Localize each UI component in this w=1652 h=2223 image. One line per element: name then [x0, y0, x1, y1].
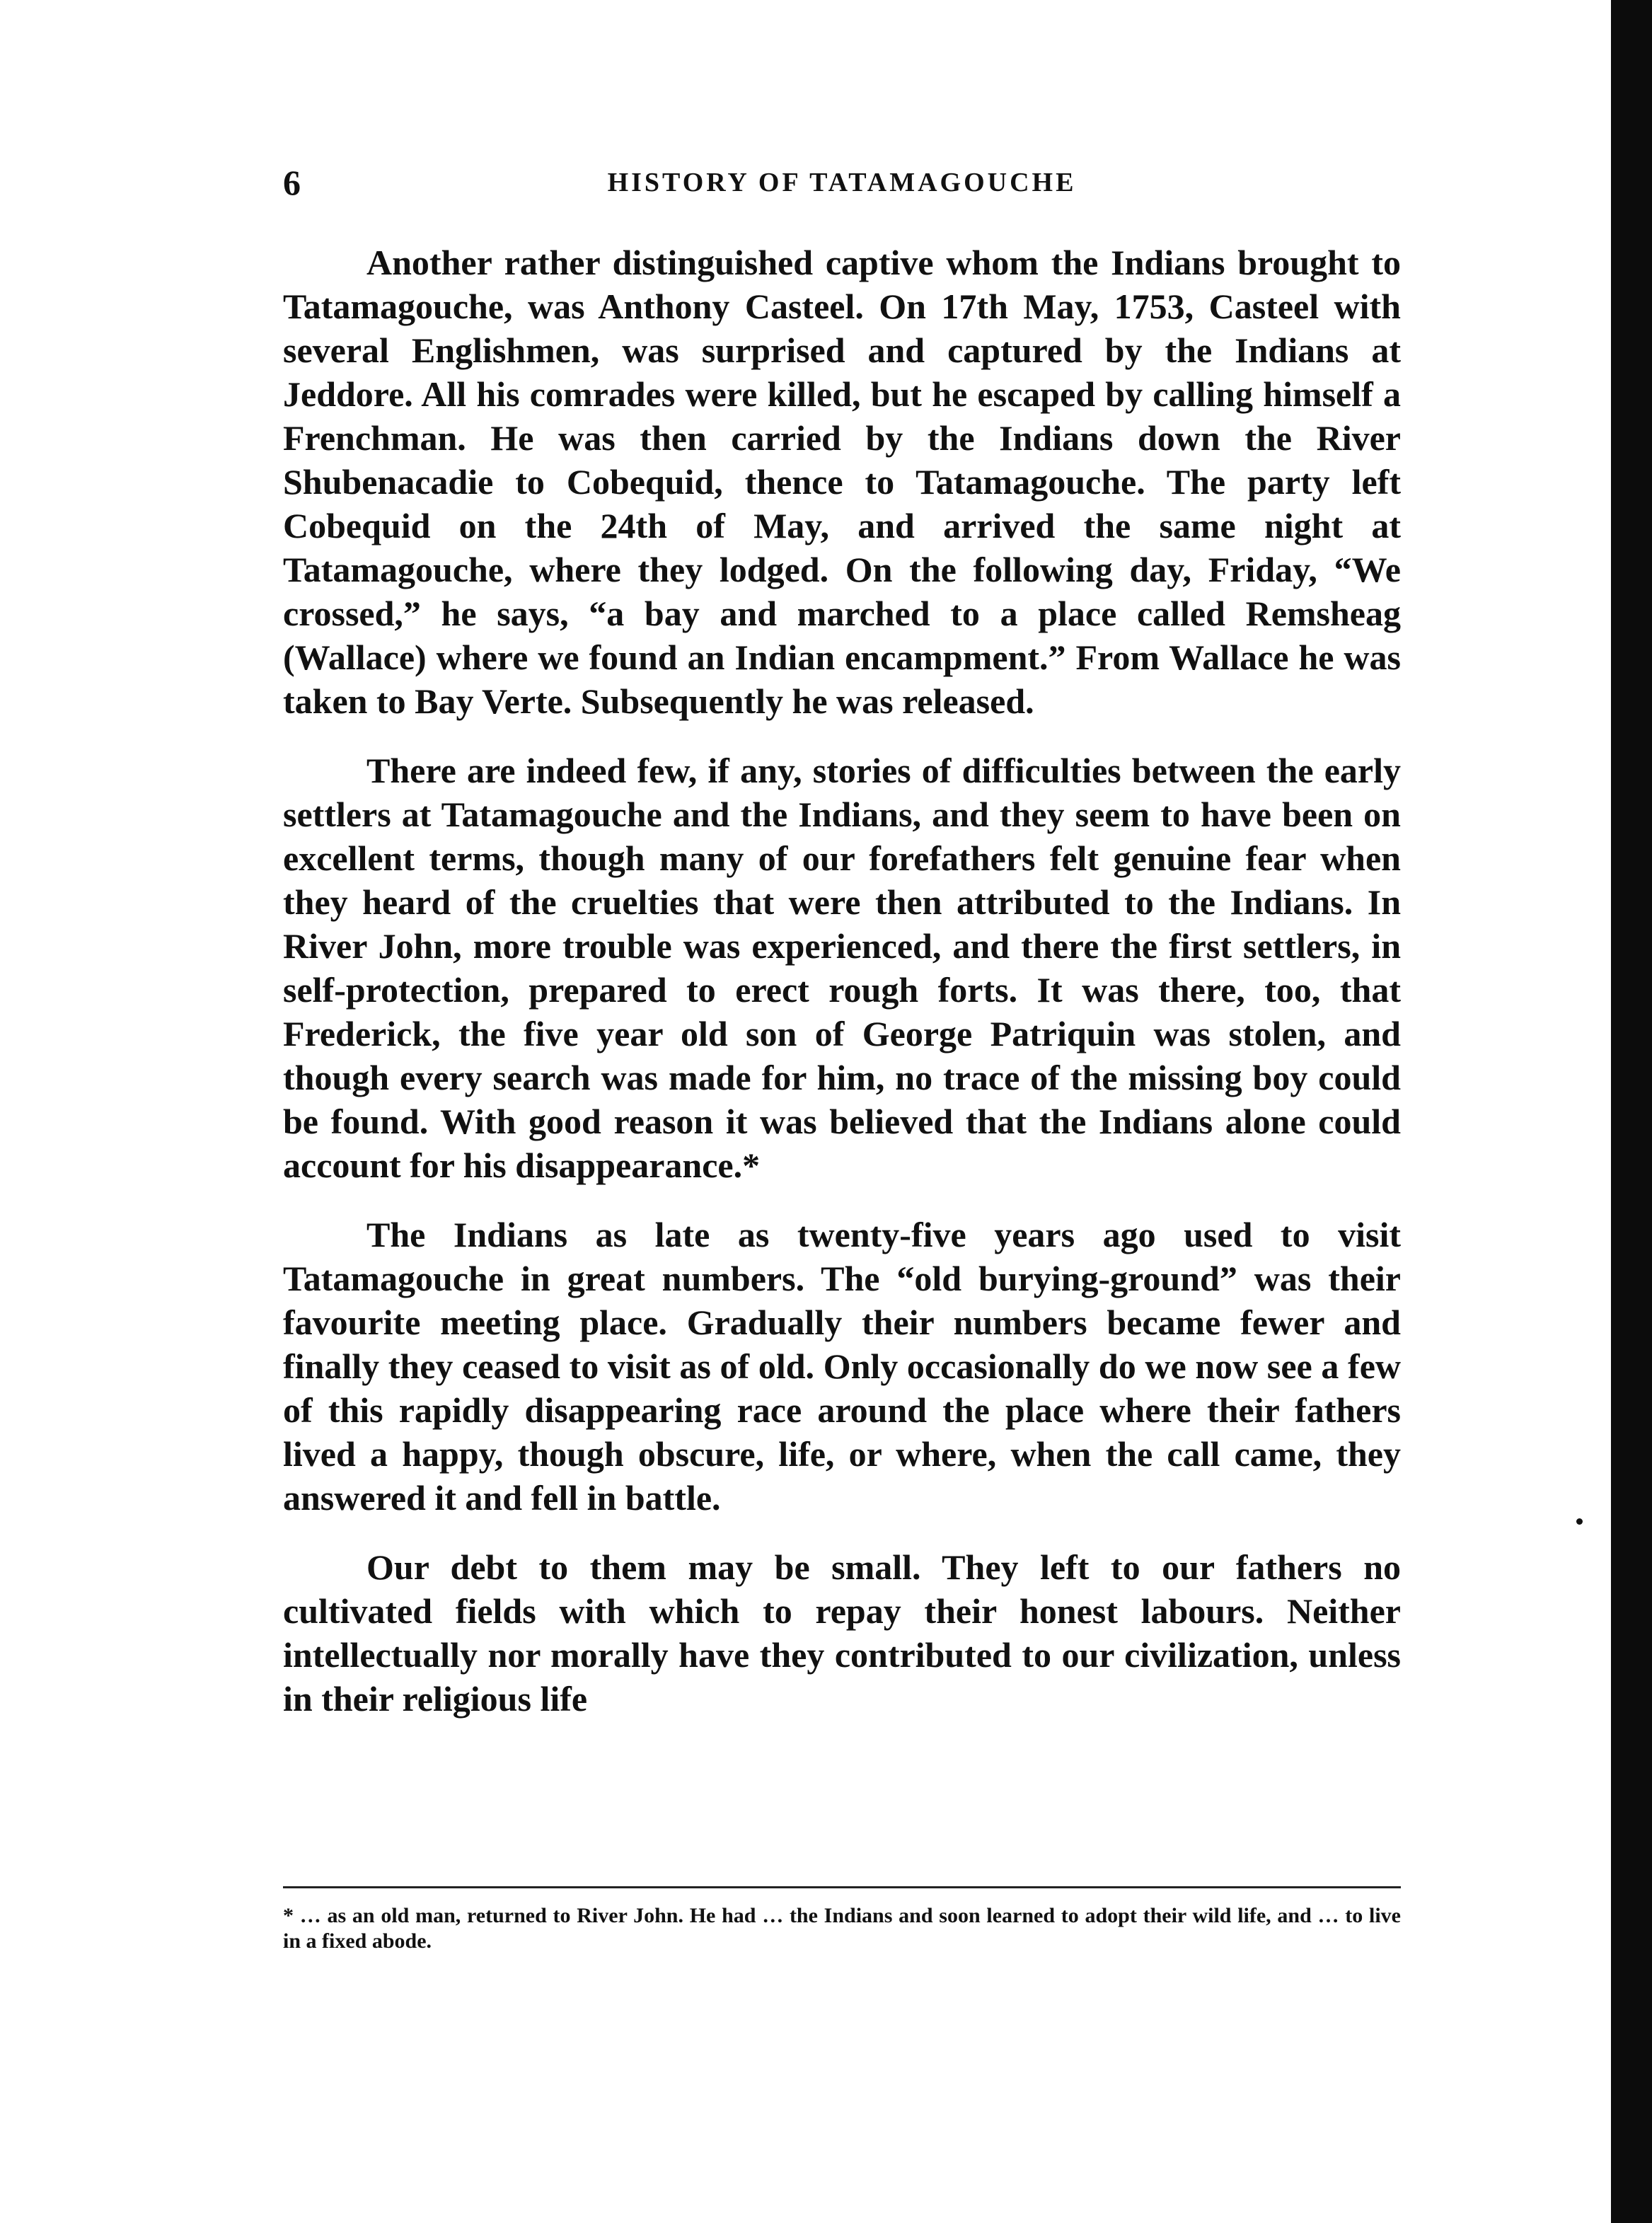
running-title: HISTORY OF TATAMAGOUCHE [607, 168, 1077, 197]
paragraph-visits: The Indians as late as twenty-five years ago used to visit Tatamagouche in great numbers. The “old burying-ground” was their favourite meeting place. Gradually their numbers became fewer and finally they ceased to visit as of old. Only occasionally do we now see a few of this rapidly disappearing race around the place where their fathers lived a happy, though obscure, life, or where, when the call came, they answered it and fell in battle. [283, 1215, 1401, 1518]
page-number: 6 [283, 163, 301, 202]
paragraph-casteel: Another rather distinguished captive whom the Indians brought to Tatamagouche, was Anthony Casteel. On 17th May, 1753, Casteel with several Englishmen, was surprised and captured by the Indians at Jeddore. All his comrades were killed, but he escaped by calling himself a Frenchman. He was then carried by the Indians down the River Shubenacadie to Cobequid, thence to Tatamagouche. The party left Cobequid on the 24th of May, and arrived the same night at Tatamagouche, where they lodged. On the following day, Friday, “We crossed,” he says, “a bay and marched to a place called Remsheag (Wallace) where we found an Indian encampment.” From Wallace he was taken to Bay Verte. Subsequently he was released. [283, 243, 1401, 721]
ink-speck [1576, 1518, 1583, 1525]
page-header [283, 161, 1401, 204]
footnote: * … as an old man, returned to River John. He had … the Indians and soon learned to adopt their wild life, and … to live in a fixed abode. [283, 1904, 1401, 1953]
body-text [283, 241, 1401, 1746]
paragraph-difficulties: There are indeed few, if any, stories of difficulties between the early settlers at Tatamagouche and the Indians, and they seem to have been on excellent terms, though many of our forefathers felt genuine fear when they heard of the cruelties that were then attributed to the Indians. In River John, more trouble was experienced, and there the first settlers, in self-protection, prepared to erect rough forts. It was there, too, that Frederick, the five year old son of George Patriquin was stolen, and though every search was made for him, no trace of the missing boy could be found. With good reason it was believed that the Indians alone could account for his disappearance.* [283, 751, 1401, 1185]
footnote-divider [283, 1886, 1401, 1888]
scan-edge-shadow [1611, 0, 1652, 2223]
paragraph-debt: Our debt to them may be small. They left to our fathers no cultivated fields with which to repay their honest labours. Neither intellectually nor morally have they contributed to our civilization, unless in their religious life [283, 1547, 1401, 1719]
